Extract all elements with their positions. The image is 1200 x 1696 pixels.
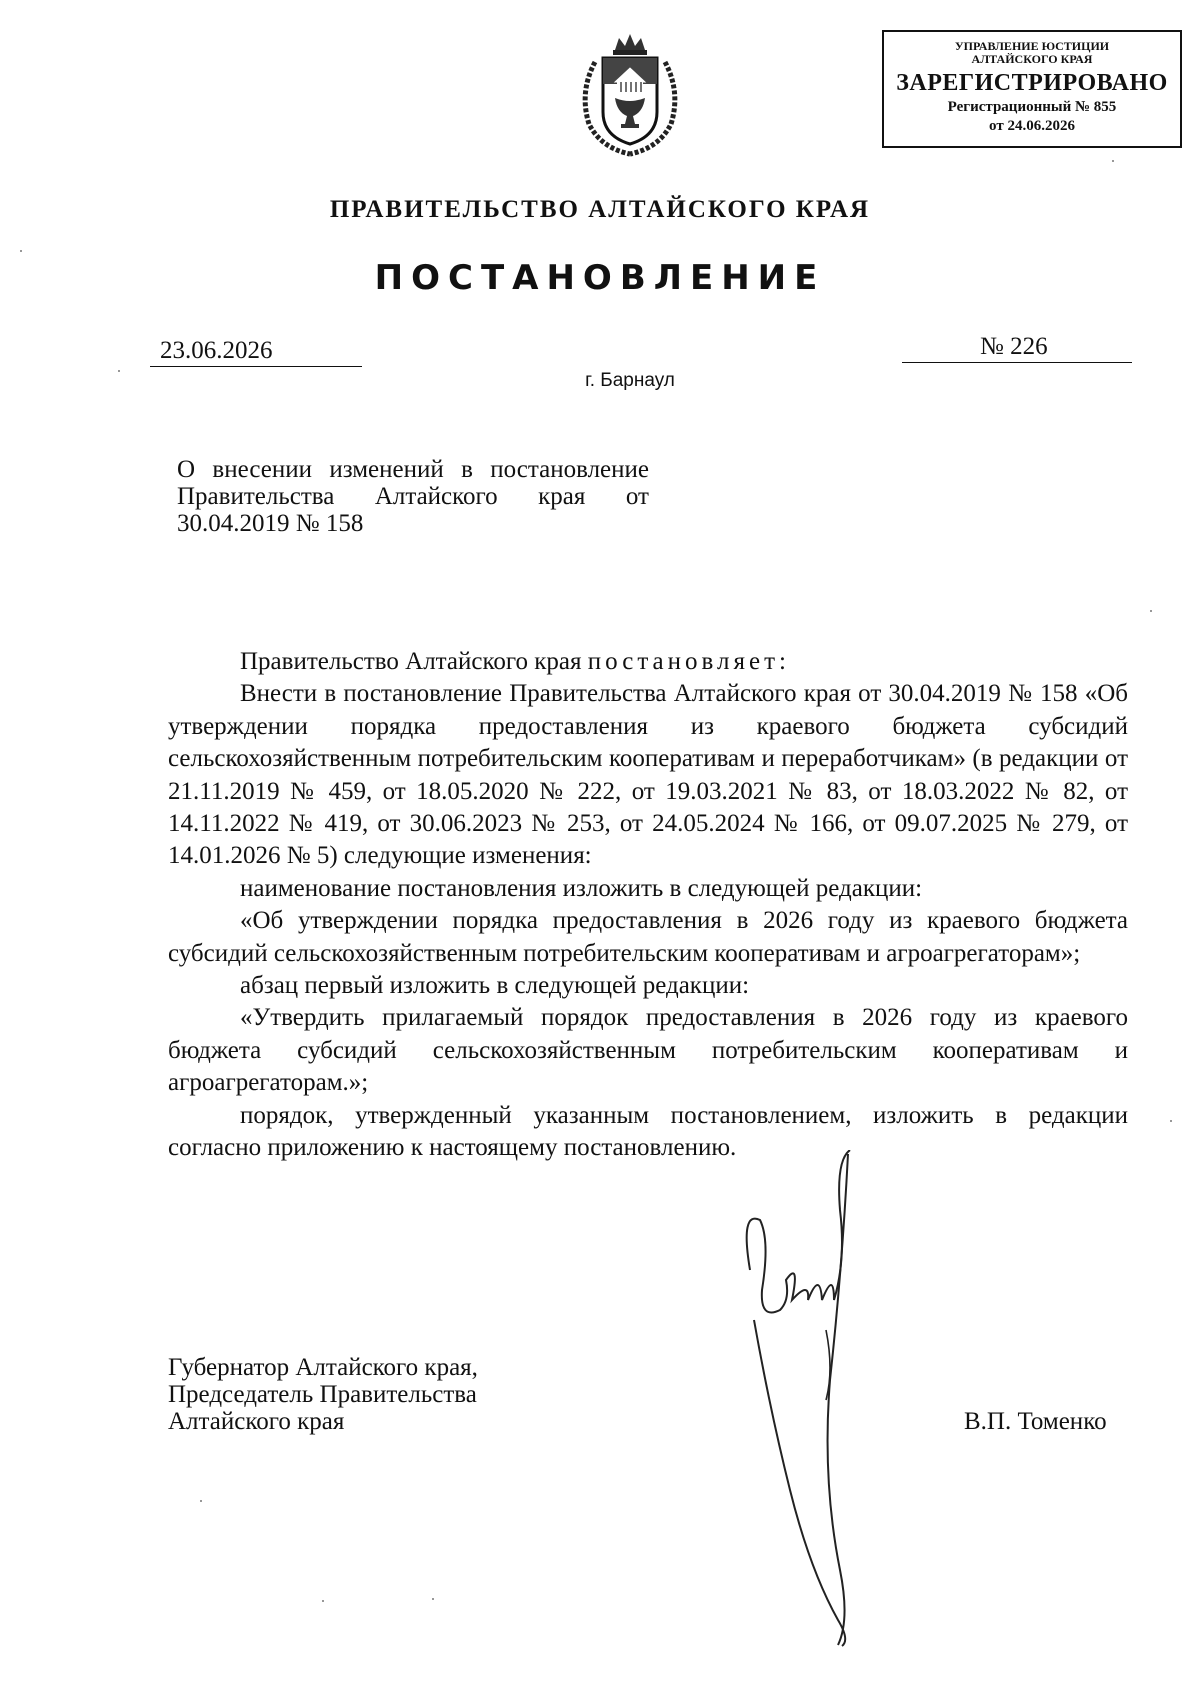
preamble-colon: : bbox=[779, 648, 786, 675]
body-paragraph-5: «Утвердить прилагаемый порядок предоставления в 2026 году из краевого бюджета субсидий сельскохозяйственным потребительским кооперативам и агроагрегаторам.»; bbox=[168, 1004, 1128, 1097]
scan-speck bbox=[1112, 160, 1114, 162]
coat-of-arms-icon bbox=[575, 32, 685, 158]
scan-speck bbox=[1150, 610, 1152, 612]
body-paragraph-2: наименование постановления изложить в следующей редакции: bbox=[240, 874, 923, 902]
scan-speck bbox=[200, 1500, 202, 1502]
stamp-authority-line1: УПРАВЛЕНИЕ ЮСТИЦИИ bbox=[954, 39, 1110, 53]
number-line bbox=[902, 332, 1132, 363]
body-paragraph-1: Внести в постановление Правительства Алтайского края от 30.04.2019 № 158 «Об утверждении порядка предоставления из краевого бюджета субсидий сельскохозяйственным потребительским кооперативам и переработчикам» (в редакции от 21.11.2019 № 459, от 18.05.2020 № 222, от 19.03.2021 № 83, от 18.03.2022 № 82, от 14.11.2022 № 419, от 30.06.2023 № 253, от 24.05.2024 № 166, от 09.07.2025 № 279, от 14.01.2026 № 5) следующие изменения: bbox=[168, 680, 1128, 870]
body-paragraph-3: «Об утверждении порядка предоставления в 2026 году из краевого бюджета субсидий сельскохозяйственным потребительским кооперативам и агроагрегаторам»; bbox=[168, 907, 1128, 967]
stamp-reg-date: от 24.06.2026 bbox=[989, 118, 1075, 134]
document-subject: О внесении изменений в постановление Правительства Алтайского края от 30.04.2019 № 158 bbox=[177, 456, 649, 537]
scan-speck bbox=[432, 1598, 434, 1600]
position-line-3: Алтайского края bbox=[168, 1408, 345, 1435]
document-type: ПОСТАНОВЛЕНИЕ bbox=[374, 258, 826, 298]
handwritten-signature bbox=[730, 1150, 900, 1650]
signatory-position bbox=[168, 1354, 478, 1435]
signer-name: В.П. Томенко bbox=[964, 1408, 1107, 1435]
government-title: ПРАВИТЕЛЬСТВО АЛТАЙСКОГО КРАЯ bbox=[329, 196, 871, 223]
preamble-text: Правительство Алтайского края bbox=[240, 648, 588, 675]
body-paragraph-4: абзац первый изложить в следующей редакции: bbox=[240, 972, 750, 1000]
scan-speck bbox=[20, 250, 22, 252]
scan-speck bbox=[322, 1600, 324, 1602]
stamp-reg-number: Регистрационный № 855 bbox=[947, 99, 1117, 115]
preamble-spaced-word: постановляет bbox=[587, 648, 779, 675]
document-number: № 226 bbox=[980, 333, 1048, 360]
document-body bbox=[168, 646, 1128, 1165]
document-city: г. Барнаул bbox=[585, 370, 675, 391]
position-line-1: Губернатор Алтайского края, bbox=[168, 1354, 478, 1381]
stamp-authority-line2: АЛТАЙСКОГО КРАЯ bbox=[971, 52, 1093, 66]
date-line bbox=[150, 336, 362, 367]
stamp-status: ЗАРЕГИСТРИРОВАНО bbox=[896, 70, 1168, 96]
document-date: 23.06.2026 bbox=[160, 337, 273, 364]
registration-stamp bbox=[882, 30, 1182, 148]
position-line-2: Председатель Правительства bbox=[168, 1381, 477, 1408]
scan-speck bbox=[1170, 1120, 1172, 1122]
body-paragraph-6: порядок, утвержденный указанным постановлением, изложить в редакции согласно приложению к настоящему постановлению. bbox=[168, 1101, 1128, 1162]
scan-speck bbox=[118, 370, 120, 372]
resolution-preamble bbox=[168, 646, 1128, 678]
